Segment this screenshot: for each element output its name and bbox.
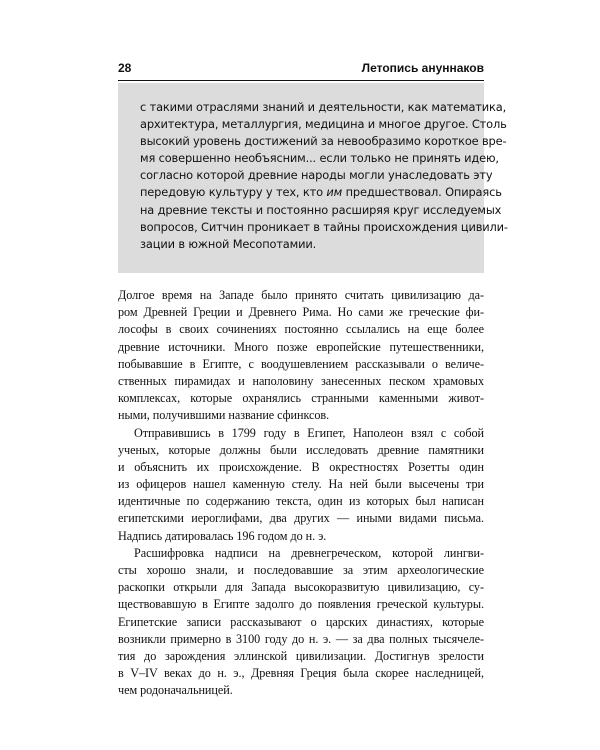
body-line: в V–IV веках до н. э., Древняя Греция была скорее наследницей, xyxy=(118,666,484,681)
body-line: Отправившись в 1799 году в Египет, Наполеон взял с собой xyxy=(134,425,484,440)
body-line: ученых, которые должны были исследовать древние памятники xyxy=(118,442,484,457)
body-line: Надпись датировалась 196 годом до н. э. xyxy=(118,528,327,543)
emphasis-word: им xyxy=(326,185,343,200)
callout-line: архитектура, металлургия, медицина и многое другое. Столь xyxy=(140,117,507,132)
body-line: идентичные по содержанию текста, один из которых был написан xyxy=(118,494,484,509)
page-number: 28 xyxy=(118,61,132,75)
callout-line-start: передовую культуру у тех, кто xyxy=(140,185,323,200)
body-line: ными, получившими название сфинксов. xyxy=(118,408,330,423)
callout-line: зации в южной Месопотамии. xyxy=(140,236,317,251)
body-line: Египетские записи рассказывают о царских династиях, которые xyxy=(118,614,484,629)
body-line: сты хорошо знали, и последовавшие за этим археологические xyxy=(118,563,484,577)
callout-line: на древние тексты и постоянно расширяя круг исследуемых xyxy=(140,202,502,217)
body-line: и объяснить их происхождение. В окрестностях Розетты один xyxy=(118,459,484,474)
callout-line: мя совершенно необъясним... если только не принять идею, xyxy=(140,151,499,166)
body-line: ществовавшую в Египте задолго до появления греческой культуры. xyxy=(118,597,484,612)
callout-line: с такими отраслями знаний и деятельности, как математика, xyxy=(140,100,507,114)
page-header xyxy=(118,61,484,79)
body-line: из офицеров нашел каменную стелу. На ней были высечены три xyxy=(118,477,484,492)
callout-line: вопросов, Ситчин проникает в тайны происхождения цивили- xyxy=(140,219,508,234)
body-line: Долгое время на Западе было принято считать цивилизацию да- xyxy=(118,288,484,302)
callout-box xyxy=(118,83,508,273)
body-line: ственных пирамидах и наполовину занесенных песком храмовых xyxy=(118,373,484,388)
body-line: побывавшие в Египте, с воодушевлением рассказывали о величе- xyxy=(118,356,484,371)
body-line: возникли примерно в 3100 году до н. э. — за два полных тысячеле- xyxy=(118,631,484,646)
callout-line-end: предшествовал. Опираясь xyxy=(345,185,502,200)
body-line: комплексах, которые охранялись странными каменными живот- xyxy=(118,391,484,406)
header-rule xyxy=(118,80,484,81)
body-line: раскопки открыли для Запада высокоразвитую цивилизацию, су- xyxy=(118,580,484,595)
body-line: древние источники. Много позже европейские путешественники, xyxy=(118,339,484,354)
body-line: тия до зарождения эллинской цивилизации. Достигнув зрелости xyxy=(118,648,484,663)
body-line: чем родоначальницей. xyxy=(118,683,233,698)
body-line: ром Древней Греции и Древнего Рима. Но сами же греческие фи- xyxy=(118,305,484,320)
callout-line-with-emphasis xyxy=(140,184,502,201)
body-line: Расшифровка надписи на древнегреческом, которой лингви- xyxy=(134,545,484,560)
body-line: лософы в своих сочинениях постоянно ссылались на еще более xyxy=(118,322,484,337)
running-title: Летопись ануннаков xyxy=(361,61,484,75)
callout-line: высокий уровень достижений за невообразимо короткое вре- xyxy=(140,134,507,149)
callout-line: согласно которой древние народы могли унаследовать эту xyxy=(140,168,493,183)
body-line: египетскими иероглифами, два других — иными видами письма. xyxy=(118,511,484,526)
body-text xyxy=(118,287,484,700)
